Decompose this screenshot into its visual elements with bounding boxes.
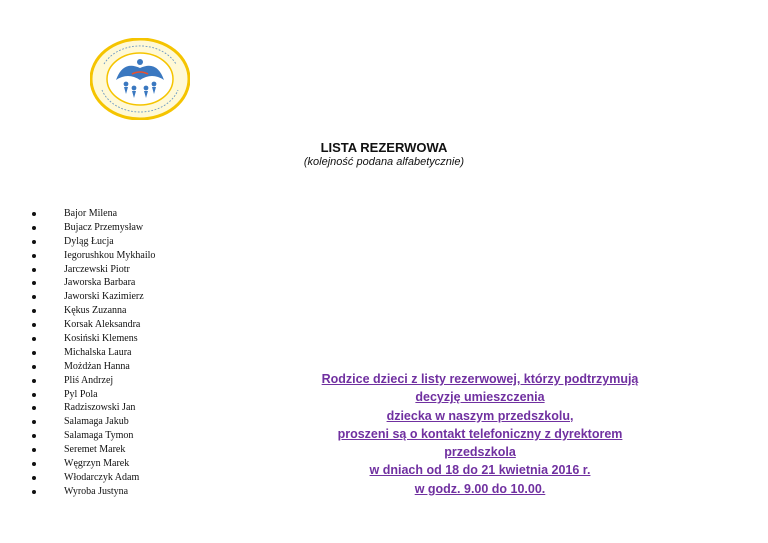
bullet-icon	[32, 281, 36, 285]
child-name: Wyroba Justyna	[64, 485, 129, 497]
list-item	[30, 388, 155, 402]
notice-line: przedszkola	[444, 445, 516, 460]
child-name: Iegorushkou Mykhailo	[64, 249, 156, 261]
child-name: Kękus Zuzanna	[64, 305, 127, 317]
child-name: Bujacz Przemysław	[64, 221, 144, 233]
child-name: Michalska Laura	[64, 346, 132, 358]
child-name: Bajor Milena	[64, 208, 118, 219]
child-name: Jarczewski Piotr	[64, 263, 130, 275]
bullet-icon	[32, 434, 36, 438]
list-item	[30, 485, 155, 499]
child-name: Seremet Marek	[64, 444, 126, 456]
page-subtitle: (kolejność podana alfabetycznie)	[303, 156, 465, 168]
notice-line: dziecka w naszym przedszkolu,	[386, 408, 574, 423]
list-item	[30, 401, 155, 415]
bullet-icon	[32, 490, 36, 494]
bullet-icon	[32, 462, 36, 466]
child-name: Salamaga Tymon	[64, 430, 134, 442]
child-name: Jaworska Barbara	[64, 277, 136, 289]
list-item	[30, 360, 155, 374]
list-item	[30, 346, 155, 360]
list-item	[30, 318, 155, 332]
list-item	[30, 276, 155, 290]
list-item	[30, 263, 155, 277]
bullet-icon	[32, 309, 36, 313]
list-item	[30, 290, 155, 304]
list-item	[30, 249, 155, 263]
child-name: Możdżan Hanna	[64, 360, 130, 372]
child-name: Korsak Aleksandra	[64, 319, 141, 331]
list-item	[30, 207, 155, 221]
bullet-icon	[32, 323, 36, 327]
list-item	[30, 221, 155, 235]
notice-line: w godz. 9.00 do 10.00.	[414, 481, 546, 496]
bullet-icon	[32, 365, 36, 369]
child-name: Węgrzyn Marek	[64, 458, 130, 470]
bullet-icon	[32, 212, 36, 216]
reserve-list	[30, 207, 155, 499]
bullet-icon	[32, 379, 36, 383]
bullet-icon	[32, 420, 36, 424]
list-item	[30, 471, 155, 485]
list-item	[30, 374, 155, 388]
bullet-icon	[32, 476, 36, 480]
list-item	[30, 415, 155, 429]
child-name: Pyl Pola	[64, 388, 98, 400]
bullet-icon	[32, 393, 36, 397]
parent-notice	[290, 370, 670, 498]
bullet-icon	[32, 240, 36, 244]
notice-line: Rodzice dzieci z listy rezerwowej, którzy podtrzymują	[321, 372, 639, 386]
list-item	[30, 443, 155, 457]
list-item	[30, 332, 155, 346]
child-name: Jaworski Kazimierz	[64, 291, 144, 303]
bullet-icon	[32, 351, 36, 355]
notice-line: proszeni są o kontakt telefoniczny z dyrektorem	[337, 426, 623, 441]
child-name: Pliś Andrzej	[64, 374, 114, 386]
notice-line: w dniach od 18 do 21 kwietnia 2016 r.	[369, 463, 591, 478]
bullet-icon	[32, 295, 36, 299]
bullet-icon	[32, 448, 36, 452]
preschool-logo	[90, 38, 190, 120]
child-name: Radziszowski Jan	[64, 402, 136, 414]
child-name: Kosiński Klemens	[64, 333, 138, 345]
bullet-icon	[32, 254, 36, 258]
bullet-icon	[32, 268, 36, 272]
preschool-logo-icon	[90, 38, 190, 120]
page-title: LISTA REZERWOWA	[320, 140, 448, 155]
list-item	[30, 304, 155, 318]
child-name: Dyląg Łucja	[64, 235, 114, 247]
list-item	[30, 429, 155, 443]
bullet-icon	[32, 226, 36, 230]
list-item	[30, 457, 155, 471]
child-name: Włodarczyk Adam	[64, 471, 140, 483]
notice-line: decyzję umieszczenia	[415, 390, 545, 405]
bullet-icon	[32, 337, 36, 341]
child-name: Salamaga Jakub	[64, 416, 129, 428]
list-item	[30, 235, 155, 249]
bullet-icon	[32, 406, 36, 410]
